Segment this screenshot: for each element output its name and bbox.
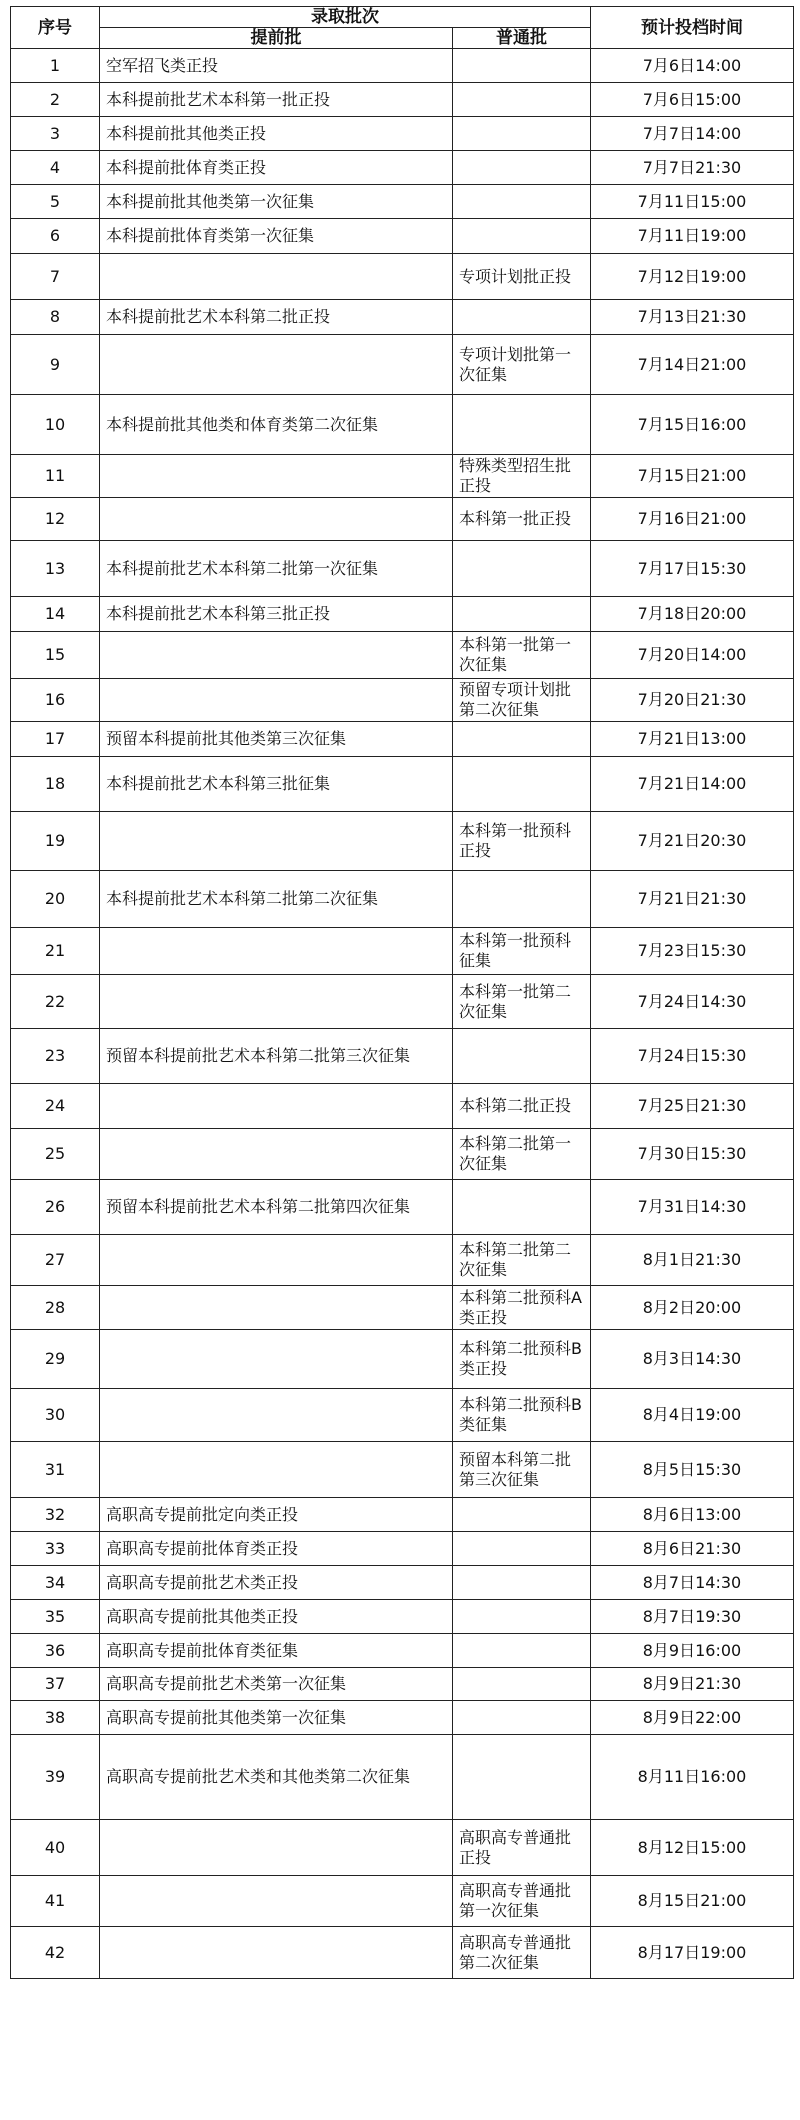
normal-batch-cell [453, 1498, 591, 1532]
table-row [11, 1600, 794, 1634]
early-batch-cell: 高职高专提前批体育类正投 [100, 1532, 453, 1566]
table-row [11, 1330, 794, 1389]
seq-cell: 36 [11, 1634, 100, 1668]
table-row [11, 1668, 794, 1701]
table-row [11, 1084, 794, 1129]
normal-batch-cell: 本科第一批第一次征集 [453, 632, 591, 679]
early-batch-cell: 本科提前批艺术本科第一批正投 [100, 83, 453, 117]
normal-batch-cell [453, 1532, 591, 1566]
early-batch-cell [100, 812, 453, 871]
early-batch-cell [100, 1084, 453, 1129]
early-batch-cell: 空军招飞类正投 [100, 49, 453, 83]
normal-batch-cell: 特殊类型招生批正投 [453, 455, 591, 498]
normal-batch-cell [453, 83, 591, 117]
seq-cell: 7 [11, 254, 100, 300]
time-cell: 7月16日21:00 [591, 498, 794, 541]
table-row [11, 1820, 794, 1876]
seq-cell: 13 [11, 541, 100, 597]
normal-batch-cell: 本科第一批预科征集 [453, 928, 591, 975]
normal-batch-cell: 预留本科第二批第三次征集 [453, 1442, 591, 1498]
time-cell: 7月15日21:00 [591, 455, 794, 498]
normal-batch-cell: 本科第一批正投 [453, 498, 591, 541]
table-row [11, 1286, 794, 1330]
table-row [11, 679, 794, 722]
table-row [11, 83, 794, 117]
seq-cell: 12 [11, 498, 100, 541]
seq-cell: 25 [11, 1129, 100, 1180]
early-batch-cell [100, 928, 453, 975]
time-cell: 8月3日14:30 [591, 1330, 794, 1389]
normal-batch-cell: 预留专项计划批第二次征集 [453, 679, 591, 722]
normal-batch-cell: 本科第一批预科正投 [453, 812, 591, 871]
table-row [11, 975, 794, 1029]
time-cell: 7月21日21:30 [591, 871, 794, 928]
time-cell: 7月25日21:30 [591, 1084, 794, 1129]
seq-cell: 9 [11, 335, 100, 395]
time-cell: 8月5日15:30 [591, 1442, 794, 1498]
normal-batch-cell: 本科第一批第二次征集 [453, 975, 591, 1029]
early-batch-cell: 预留本科提前批艺术本科第二批第三次征集 [100, 1029, 453, 1084]
normal-batch-cell [453, 395, 591, 455]
time-cell: 8月11日16:00 [591, 1735, 794, 1820]
normal-batch-cell: 高职高专普通批第一次征集 [453, 1876, 591, 1927]
time-cell: 7月12日19:00 [591, 254, 794, 300]
seq-cell: 15 [11, 632, 100, 679]
seq-cell: 38 [11, 1701, 100, 1735]
time-cell: 7月21日20:30 [591, 812, 794, 871]
time-cell: 8月9日16:00 [591, 1634, 794, 1668]
table-row [11, 1876, 794, 1927]
time-cell: 7月6日14:00 [591, 49, 794, 83]
time-cell: 8月17日19:00 [591, 1927, 794, 1979]
normal-batch-cell: 本科第二批正投 [453, 1084, 591, 1129]
admission-schedule-table [10, 6, 794, 1979]
table-row [11, 928, 794, 975]
time-cell: 8月2日20:00 [591, 1286, 794, 1330]
early-batch-cell: 本科提前批艺术本科第二批第二次征集 [100, 871, 453, 928]
table-row [11, 254, 794, 300]
normal-batch-cell [453, 1566, 591, 1600]
seq-cell: 32 [11, 1498, 100, 1532]
table-row [11, 1389, 794, 1442]
normal-batch-cell [453, 219, 591, 254]
early-batch-cell: 预留本科提前批其他类第三次征集 [100, 722, 453, 757]
header-batch: 录取批次 [100, 7, 591, 28]
seq-cell: 22 [11, 975, 100, 1029]
seq-cell: 10 [11, 395, 100, 455]
time-cell: 7月11日15:00 [591, 185, 794, 219]
early-batch-cell [100, 1820, 453, 1876]
seq-cell: 31 [11, 1442, 100, 1498]
table-row [11, 49, 794, 83]
seq-cell: 6 [11, 219, 100, 254]
time-cell: 8月15日21:00 [591, 1876, 794, 1927]
early-batch-cell: 高职高专提前批艺术类和其他类第二次征集 [100, 1735, 453, 1820]
early-batch-cell [100, 1389, 453, 1442]
table-row [11, 151, 794, 185]
normal-batch-cell [453, 597, 591, 632]
normal-batch-cell [453, 871, 591, 928]
normal-batch-cell [453, 185, 591, 219]
normal-batch-cell [453, 722, 591, 757]
table-row [11, 219, 794, 254]
table-row [11, 1180, 794, 1235]
early-batch-cell [100, 498, 453, 541]
early-batch-cell [100, 335, 453, 395]
table-row [11, 757, 794, 812]
seq-cell: 33 [11, 1532, 100, 1566]
normal-batch-cell [453, 151, 591, 185]
table-row [11, 1701, 794, 1735]
early-batch-cell: 高职高专提前批艺术类第一次征集 [100, 1668, 453, 1701]
time-cell: 7月15日16:00 [591, 395, 794, 455]
normal-batch-cell [453, 1701, 591, 1735]
seq-cell: 26 [11, 1180, 100, 1235]
seq-cell: 34 [11, 1566, 100, 1600]
early-batch-cell: 本科提前批艺术本科第三批征集 [100, 757, 453, 812]
time-cell: 7月24日14:30 [591, 975, 794, 1029]
table-row [11, 1735, 794, 1820]
normal-batch-cell: 本科第二批预科B类征集 [453, 1389, 591, 1442]
time-cell: 7月13日21:30 [591, 300, 794, 335]
early-batch-cell: 高职高专提前批定向类正投 [100, 1498, 453, 1532]
early-batch-cell: 本科提前批艺术本科第二批正投 [100, 300, 453, 335]
header-time: 预计投档时间 [591, 7, 794, 49]
early-batch-cell: 高职高专提前批其他类正投 [100, 1600, 453, 1634]
early-batch-cell [100, 679, 453, 722]
seq-cell: 16 [11, 679, 100, 722]
normal-batch-cell: 本科第二批第二次征集 [453, 1235, 591, 1286]
time-cell: 8月12日15:00 [591, 1820, 794, 1876]
table-header [11, 7, 794, 49]
seq-cell: 20 [11, 871, 100, 928]
table-row [11, 1129, 794, 1180]
normal-batch-cell: 高职高专普通批第二次征集 [453, 1927, 591, 1979]
table-row [11, 300, 794, 335]
early-batch-cell: 本科提前批体育类正投 [100, 151, 453, 185]
early-batch-cell: 本科提前批其他类和体育类第二次征集 [100, 395, 453, 455]
seq-cell: 37 [11, 1668, 100, 1701]
seq-cell: 27 [11, 1235, 100, 1286]
time-cell: 7月23日15:30 [591, 928, 794, 975]
seq-cell: 30 [11, 1389, 100, 1442]
early-batch-cell [100, 632, 453, 679]
time-cell: 8月7日14:30 [591, 1566, 794, 1600]
normal-batch-cell [453, 1600, 591, 1634]
time-cell: 7月7日14:00 [591, 117, 794, 151]
early-batch-cell: 本科提前批体育类第一次征集 [100, 219, 453, 254]
table-row [11, 722, 794, 757]
early-batch-cell [100, 254, 453, 300]
early-batch-cell [100, 1129, 453, 1180]
table-row [11, 541, 794, 597]
table-row [11, 395, 794, 455]
seq-cell: 24 [11, 1084, 100, 1129]
normal-batch-cell [453, 757, 591, 812]
table-row [11, 117, 794, 151]
time-cell: 7月11日19:00 [591, 219, 794, 254]
time-cell: 7月7日21:30 [591, 151, 794, 185]
early-batch-cell: 本科提前批其他类第一次征集 [100, 185, 453, 219]
table-row [11, 1566, 794, 1600]
normal-batch-cell: 专项计划批正投 [453, 254, 591, 300]
normal-batch-cell [453, 1634, 591, 1668]
table-row [11, 871, 794, 928]
table-row [11, 335, 794, 395]
seq-cell: 14 [11, 597, 100, 632]
early-batch-cell [100, 1286, 453, 1330]
seq-cell: 17 [11, 722, 100, 757]
table-row [11, 455, 794, 498]
early-batch-cell [100, 455, 453, 498]
table-row [11, 1235, 794, 1286]
early-batch-cell [100, 1927, 453, 1979]
normal-batch-cell [453, 117, 591, 151]
seq-cell: 11 [11, 455, 100, 498]
seq-cell: 40 [11, 1820, 100, 1876]
early-batch-cell: 本科提前批艺术本科第二批第一次征集 [100, 541, 453, 597]
early-batch-cell: 高职高专提前批艺术类正投 [100, 1566, 453, 1600]
table-row [11, 1442, 794, 1498]
time-cell: 8月6日21:30 [591, 1532, 794, 1566]
time-cell: 7月24日15:30 [591, 1029, 794, 1084]
time-cell: 7月17日15:30 [591, 541, 794, 597]
table-row [11, 812, 794, 871]
table-row [11, 597, 794, 632]
time-cell: 8月6日13:00 [591, 1498, 794, 1532]
normal-batch-cell: 本科第二批预科A类正投 [453, 1286, 591, 1330]
early-batch-cell: 高职高专提前批体育类征集 [100, 1634, 453, 1668]
time-cell: 7月18日20:00 [591, 597, 794, 632]
time-cell: 7月30日15:30 [591, 1129, 794, 1180]
table-row [11, 1029, 794, 1084]
seq-cell: 23 [11, 1029, 100, 1084]
seq-cell: 1 [11, 49, 100, 83]
early-batch-cell [100, 975, 453, 1029]
header-normal: 普通批 [453, 28, 591, 49]
early-batch-cell [100, 1876, 453, 1927]
seq-cell: 4 [11, 151, 100, 185]
seq-cell: 2 [11, 83, 100, 117]
early-batch-cell: 本科提前批其他类正投 [100, 117, 453, 151]
header-seq: 序号 [11, 7, 100, 49]
time-cell: 7月6日15:00 [591, 83, 794, 117]
seq-cell: 41 [11, 1876, 100, 1927]
seq-cell: 21 [11, 928, 100, 975]
time-cell: 8月9日22:00 [591, 1701, 794, 1735]
time-cell: 7月21日14:00 [591, 757, 794, 812]
early-batch-cell: 高职高专提前批其他类第一次征集 [100, 1701, 453, 1735]
time-cell: 7月20日21:30 [591, 679, 794, 722]
seq-cell: 42 [11, 1927, 100, 1979]
seq-cell: 19 [11, 812, 100, 871]
normal-batch-cell: 本科第二批预科B类正投 [453, 1330, 591, 1389]
early-batch-cell [100, 1235, 453, 1286]
seq-cell: 8 [11, 300, 100, 335]
time-cell: 8月9日21:30 [591, 1668, 794, 1701]
time-cell: 7月14日21:00 [591, 335, 794, 395]
time-cell: 8月4日19:00 [591, 1389, 794, 1442]
early-batch-cell [100, 1330, 453, 1389]
seq-cell: 5 [11, 185, 100, 219]
seq-cell: 18 [11, 757, 100, 812]
seq-cell: 35 [11, 1600, 100, 1634]
normal-batch-cell [453, 1029, 591, 1084]
table-row [11, 498, 794, 541]
time-cell: 8月1日21:30 [591, 1235, 794, 1286]
normal-batch-cell [453, 300, 591, 335]
early-batch-cell: 本科提前批艺术本科第三批正投 [100, 597, 453, 632]
early-batch-cell [100, 1442, 453, 1498]
normal-batch-cell [453, 1668, 591, 1701]
seq-cell: 29 [11, 1330, 100, 1389]
table-row [11, 632, 794, 679]
table-row [11, 185, 794, 219]
table-row [11, 1498, 794, 1532]
time-cell: 7月20日14:00 [591, 632, 794, 679]
seq-cell: 3 [11, 117, 100, 151]
table-row [11, 1532, 794, 1566]
normal-batch-cell [453, 1735, 591, 1820]
table-row [11, 1927, 794, 1979]
normal-batch-cell: 高职高专普通批正投 [453, 1820, 591, 1876]
normal-batch-cell [453, 1180, 591, 1235]
time-cell: 8月7日19:30 [591, 1600, 794, 1634]
seq-cell: 28 [11, 1286, 100, 1330]
normal-batch-cell: 专项计划批第一次征集 [453, 335, 591, 395]
normal-batch-cell [453, 541, 591, 597]
table-row [11, 1634, 794, 1668]
time-cell: 7月31日14:30 [591, 1180, 794, 1235]
normal-batch-cell [453, 49, 591, 83]
seq-cell: 39 [11, 1735, 100, 1820]
normal-batch-cell: 本科第二批第一次征集 [453, 1129, 591, 1180]
early-batch-cell: 预留本科提前批艺术本科第二批第四次征集 [100, 1180, 453, 1235]
header-early: 提前批 [100, 28, 453, 49]
table-body [11, 49, 794, 1979]
time-cell: 7月21日13:00 [591, 722, 794, 757]
